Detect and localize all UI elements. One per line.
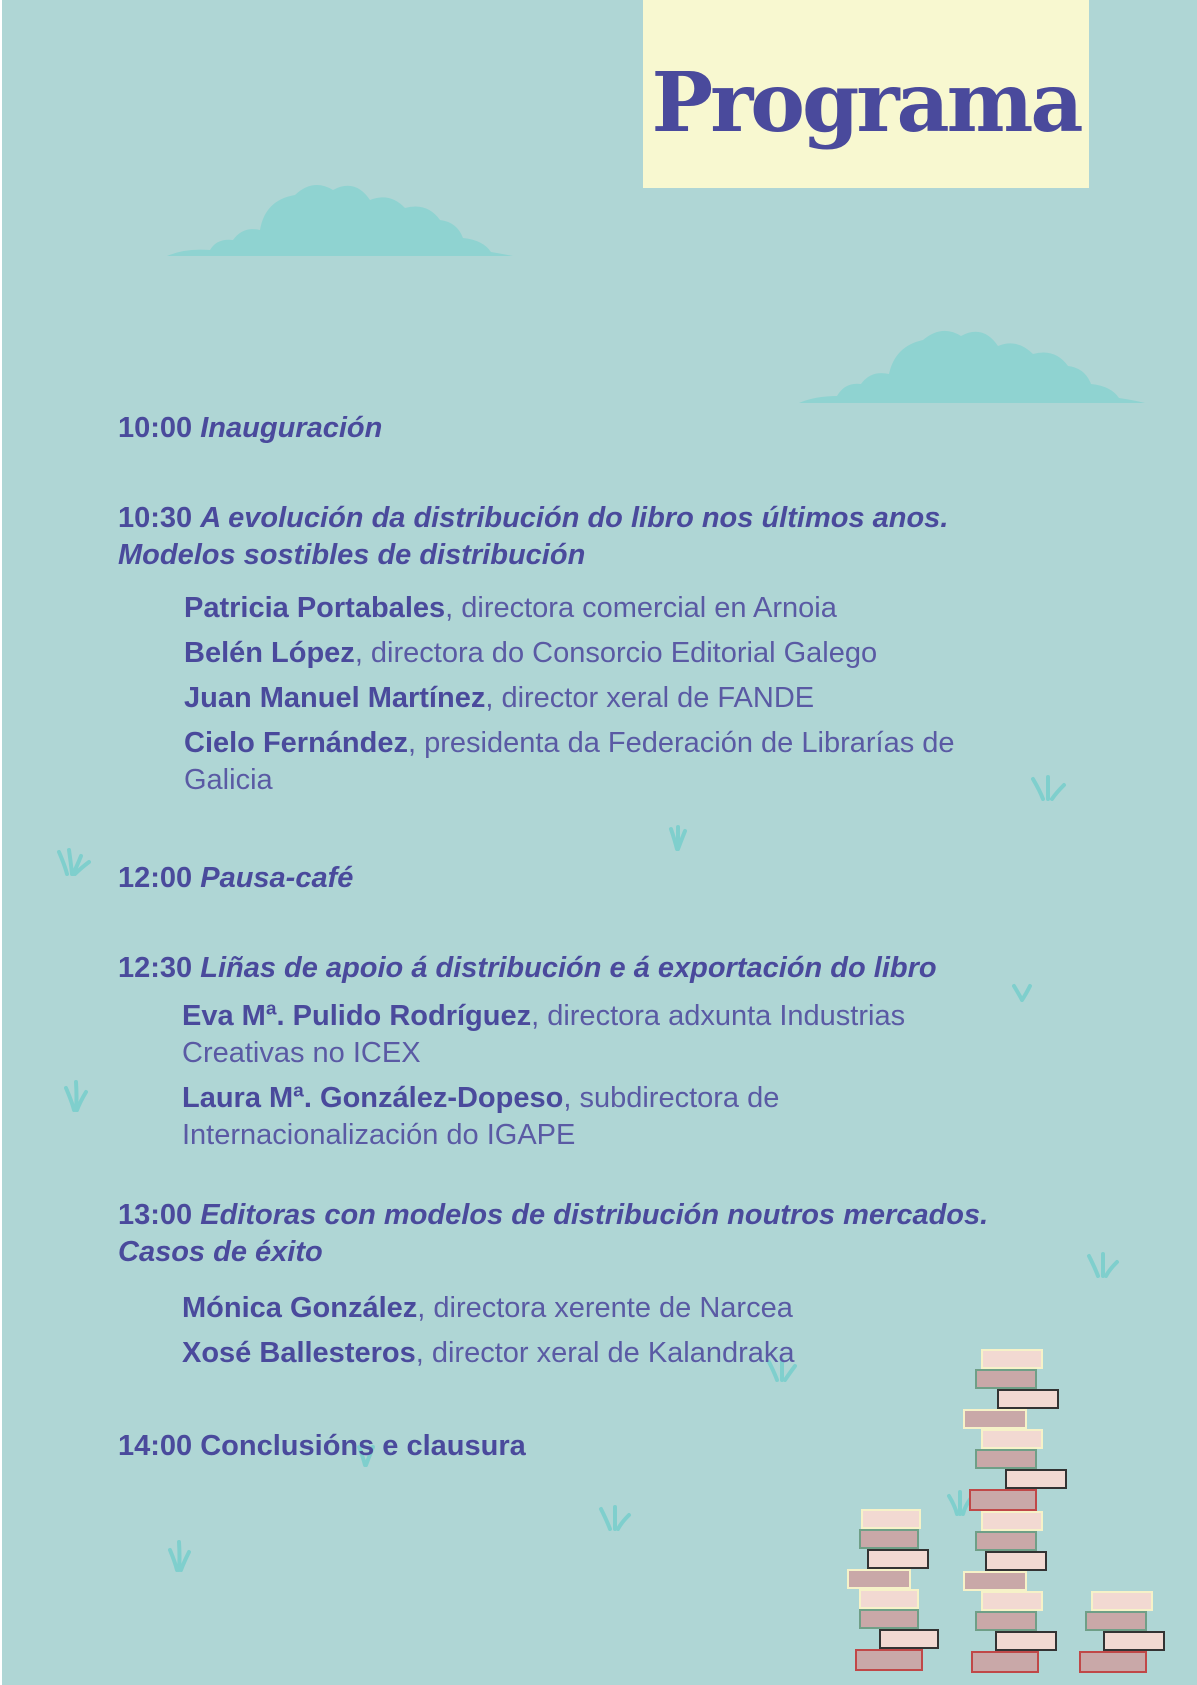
- book-stacks-illustration: [840, 1340, 1170, 1685]
- speaker-role: , presidenta da Federación de Librarías de: [408, 727, 955, 759]
- speaker-item: [182, 1290, 793, 1327]
- sprout-icon: [1030, 775, 1068, 801]
- session-topic: Liñas de apoio á distribución e á exportación do libro: [200, 952, 937, 984]
- speaker-name: Juan Manuel Martínez: [184, 682, 486, 714]
- cloud-icon: [165, 170, 515, 260]
- session-1030: [118, 500, 948, 574]
- session-time: 12:00: [118, 862, 193, 894]
- speaker-item: [184, 680, 814, 717]
- sprout-icon: [165, 1540, 193, 1572]
- page-edge: [0, 0, 2, 1685]
- speaker-item: [182, 998, 905, 1072]
- session-topic: A evolución da distribución do libro nos últimos anos.: [200, 502, 949, 534]
- sprout-icon: [55, 848, 93, 876]
- sprout-icon: [1085, 1252, 1121, 1278]
- session-topic-line2: Modelos sostibles de distribución: [118, 539, 586, 571]
- session-topic: Inauguración: [200, 412, 383, 444]
- speaker-name: Cielo Fernández: [184, 727, 408, 759]
- speaker-item: [184, 635, 877, 672]
- session-time: 10:00: [118, 412, 193, 444]
- session-1300: [118, 1197, 988, 1271]
- speaker-role-line2: Internacionalización do IGAPE: [182, 1119, 576, 1151]
- session-topic: Pausa-café: [200, 862, 354, 894]
- speaker-item: [184, 590, 837, 627]
- session-topic-line2: Casos de éxito: [118, 1236, 323, 1268]
- speaker-name: Laura Mª. González-Dopeso: [182, 1082, 564, 1114]
- session-time: 12:30: [118, 952, 193, 984]
- speaker-role-line2: Galicia: [184, 764, 273, 796]
- session-time: 13:00: [118, 1199, 193, 1231]
- title-banner: [643, 0, 1089, 188]
- speaker-role: , directora do Consorcio Editorial Galego: [354, 637, 878, 669]
- speaker-role: , directora adxunta Industrias: [531, 1000, 906, 1032]
- sprout-icon: [665, 825, 691, 851]
- speaker-name: Belén López: [184, 637, 355, 669]
- speaker-role: , subdirectora de: [563, 1082, 780, 1114]
- sprout-icon: [597, 1505, 633, 1531]
- speaker-role: , director xeral de Kalandraka: [415, 1337, 795, 1369]
- speaker-name: Mónica González: [182, 1292, 418, 1324]
- speaker-name: Eva Mª. Pulido Rodríguez: [182, 1000, 532, 1032]
- session-time: 14:00: [118, 1430, 193, 1462]
- session-1000: [118, 410, 382, 447]
- session-1200: [118, 860, 353, 897]
- speaker-name: Patricia Portabales: [184, 592, 446, 624]
- sprout-icon: [60, 1080, 90, 1112]
- cloud-icon: [797, 318, 1147, 406]
- page-title: Programa: [651, 55, 1081, 151]
- session-topic: Editoras con modelos de distribución noutros mercados.: [200, 1199, 989, 1231]
- speaker-item: [182, 1335, 795, 1372]
- session-1400: [118, 1428, 526, 1465]
- speaker-role: , directora xerente de Narcea: [417, 1292, 793, 1324]
- sprout-icon: [1010, 982, 1034, 1002]
- speaker-role-line2: Creativas no ICEX: [182, 1037, 421, 1069]
- speaker-item: [184, 725, 955, 799]
- speaker-name: Xosé Ballesteros: [182, 1337, 416, 1369]
- session-time: 10:30: [118, 502, 193, 534]
- session-topic: Conclusións e clausura: [200, 1430, 526, 1462]
- speaker-role: , director xeral de FANDE: [485, 682, 815, 714]
- speaker-role: , directora comercial en Arnoia: [445, 592, 837, 624]
- speaker-item: [182, 1080, 779, 1154]
- session-1230: [118, 950, 937, 987]
